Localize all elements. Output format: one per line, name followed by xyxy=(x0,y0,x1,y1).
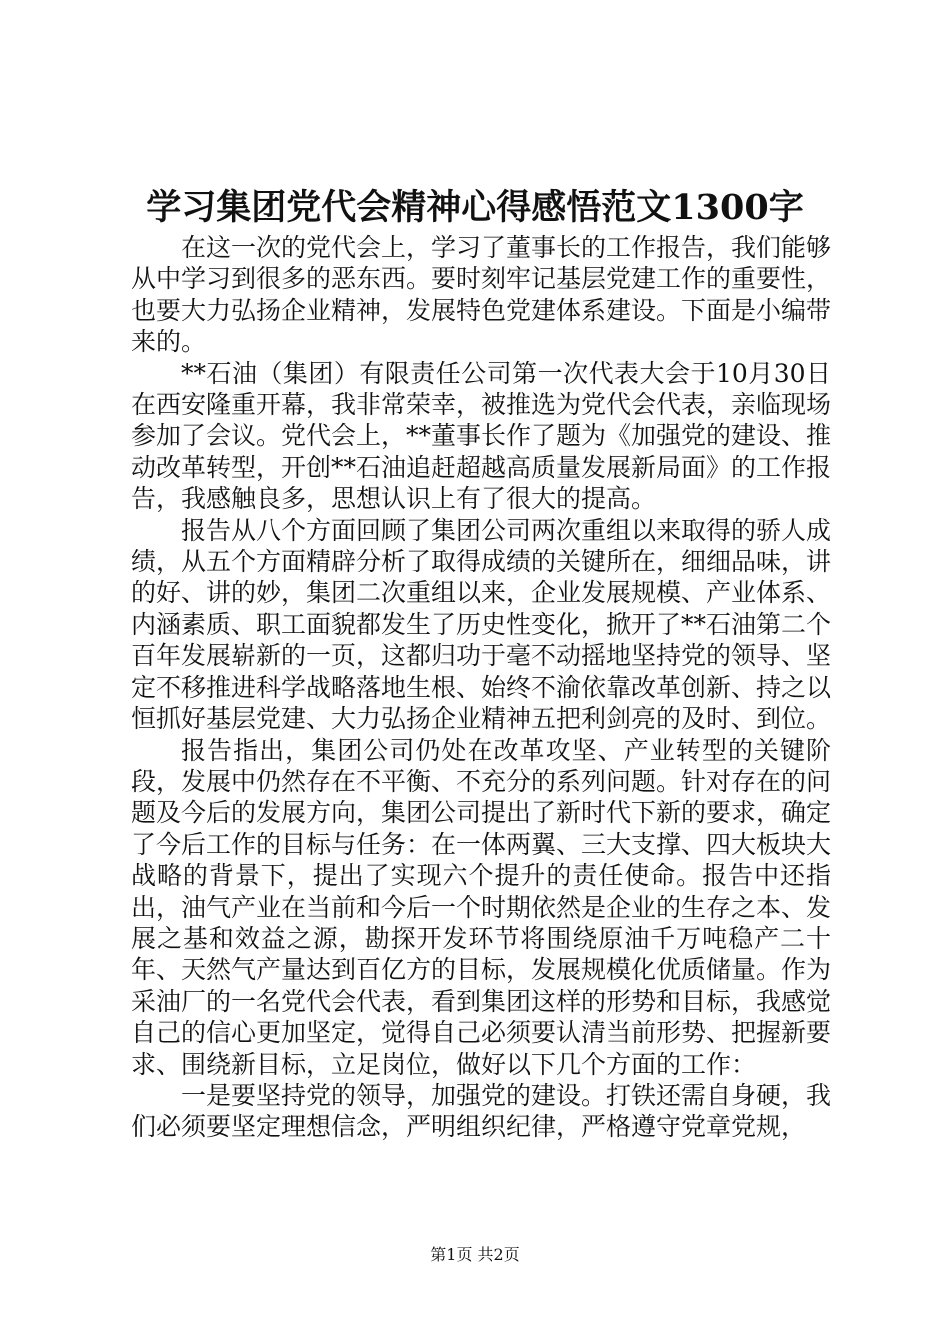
page-footer: 第1页 共2页 xyxy=(430,1245,520,1264)
document-title: 学习集团党代会精神心得感悟范文1300字 xyxy=(146,187,804,228)
paragraph-intro: 在这一次的党代会上，学习了董事长的工作报告，我们能够从中学习到很多的恶东西。要时刻牢记基层党建工作的重要性，也要大力弘扬企业精神，发展特色党建体系建设。下面是小编带来的。 xyxy=(131,233,832,357)
document-body xyxy=(131,232,831,1143)
paragraph-first-point: 一是要坚持党的领导，加强党的建设。打铁还需自身硬，我们必须要坚定理想信念，严明组织纪律，严格遵守党章党规， xyxy=(131,1080,832,1142)
paragraph-review: 报告从八个方面回顾了集团公司两次重组以来取得的骄人成绩，从五个方面精辟分析了取得成绩的关键所在，细细品味，讲的好、讲的妙，集团二次重组以来，企业发展规模、产业体系、内涵素质、职工面貌都发生了历史性变化，掀开了**石油第二个百年发展崭新的一页，这都归功于毫不动摇地坚持党的领导、坚定不移推进科学战略落地生根、始终不渝依靠改革创新、持之以恒抓好基层党建、大力弘扬企业精神五把利剑亮的及时、到位。 xyxy=(131,515,832,734)
paragraph-report: 报告指出，集团公司仍处在改革攻坚、产业转型的关键阶段，发展中仍然存在不平衡、不充分的系列问题。针对存在的问题及今后的发展方向，集团公司提出了新时代下新的要求，确定了今后工作的目标与任务：在一体两翼、三大支撑、四大板块大战略的背景下，提出了实现六个提升的责任使命。报告中还指出，油气产业在当前和今后一个时期依然是企业的生存之本、发展之基和效益之源，勘探开发环节将围绕原油千万吨稳产二十年、天然气产量达到百亿方的目标，发展规模化优质储量。作为采油厂的一名党代会代表，看到集团这样的形势和目标，我感觉自己的信心更加坚定，觉得自己必须要认清当前形势、把握新要求、围绕新目标，立足岗位，做好以下几个方面的工作： xyxy=(131,735,832,1079)
paragraph-congress: **石油（集团）有限责任公司第一次代表大会于10月30日在西安隆重开幕，我非常荣幸，被推选为党代会代表，亲临现场参加了会议。党代会上，**董事长作了题为《加强党的建设、推动改革转型，开创**石油追赶超越高质量发展新局面》的工作报告，我感触良多，思想认识上有了很大的提高。 xyxy=(131,358,832,514)
